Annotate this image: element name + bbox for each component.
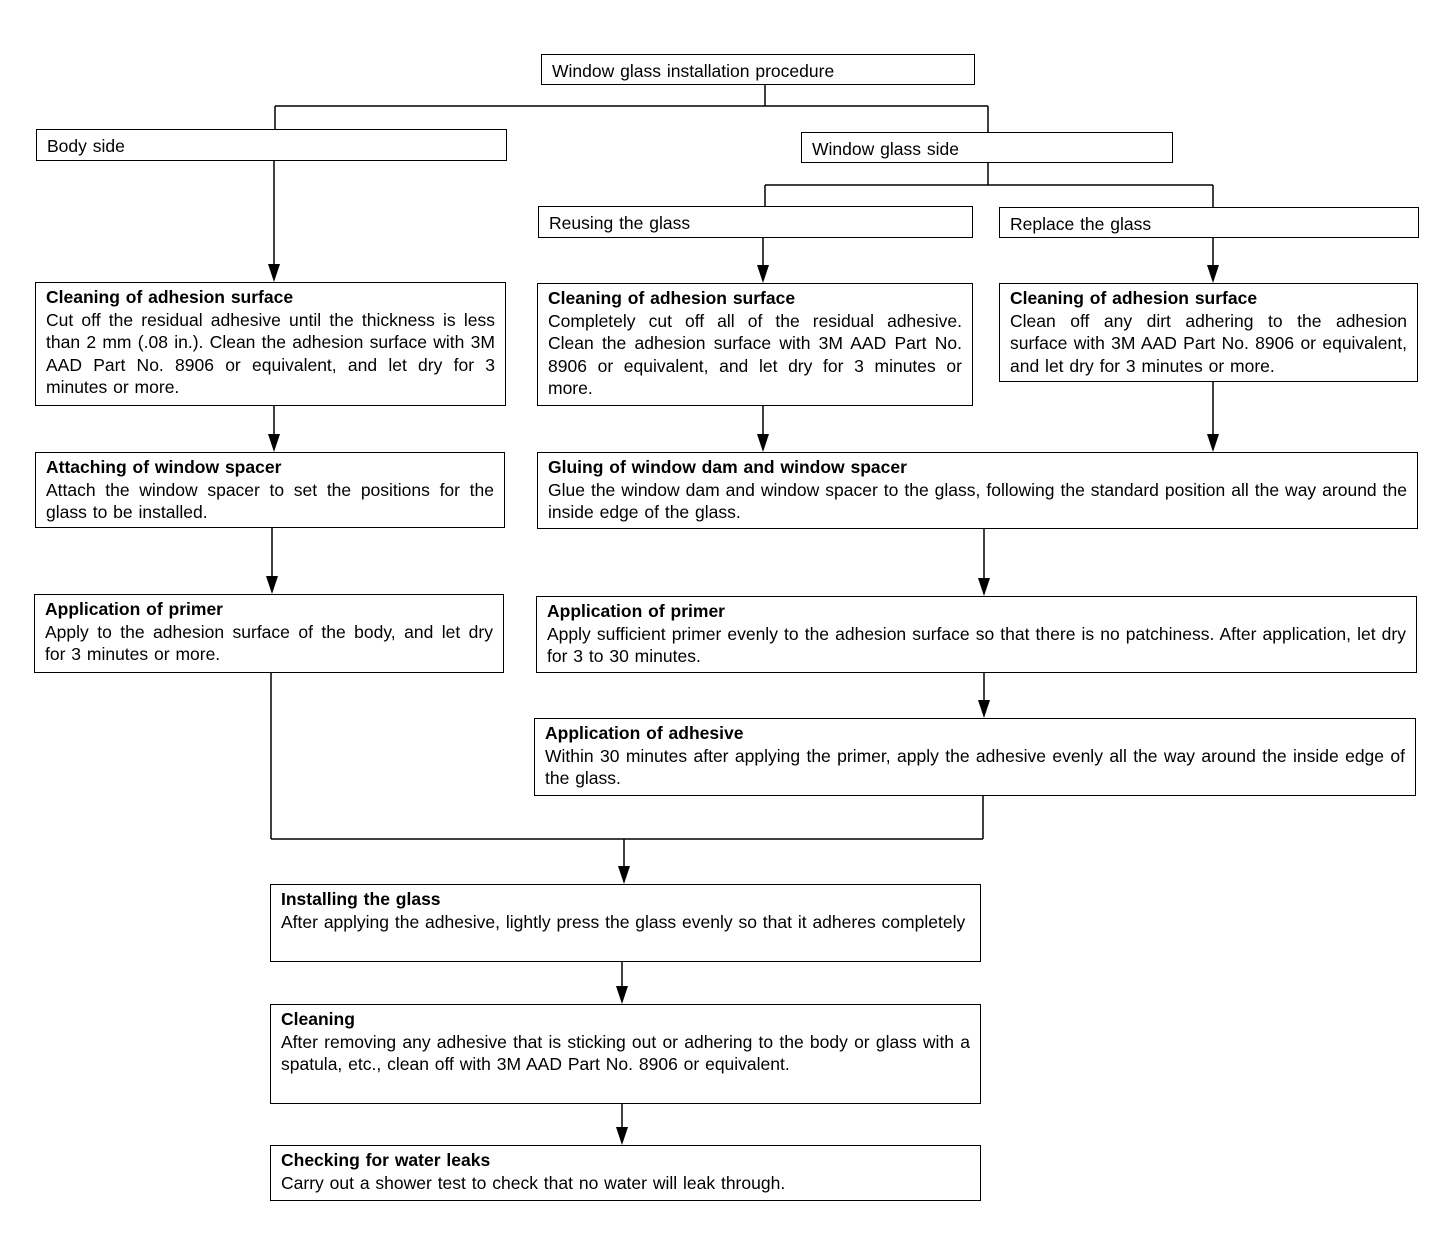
replace-glass-label: Replace the glass xyxy=(1010,214,1152,234)
step-heading: Installing the glass xyxy=(281,889,441,909)
step-text: Attach the window spacer to set the positions for the glass to be installed. xyxy=(46,479,494,522)
step-heading: Cleaning of adhesion surface xyxy=(46,287,294,307)
step-text: Apply sufficient primer evenly to the adhesion surface so that there is no patchiness. After application, let dry for 3 to 30 minutes. xyxy=(547,623,1406,666)
installing-step xyxy=(270,884,981,962)
arrowhead xyxy=(268,434,280,452)
reusing-glass-box xyxy=(538,206,973,238)
glass-primer-step xyxy=(536,596,1417,673)
step-heading: Gluing of window dam and window spacer xyxy=(548,457,907,477)
cleaning-step xyxy=(270,1004,981,1104)
arrowhead xyxy=(1207,265,1219,283)
step-heading: Checking for water leaks xyxy=(281,1150,491,1170)
arrowhead xyxy=(757,265,769,283)
step-text: Glue the window dam and window spacer to the glass, following the standard position all the way around the inside edge of the glass. xyxy=(548,479,1407,522)
window-glass-side-box xyxy=(801,132,1173,163)
window-spacer-step xyxy=(35,452,505,528)
step-heading: Application of primer xyxy=(547,601,725,621)
arrowhead xyxy=(266,576,278,594)
title-box xyxy=(541,54,975,85)
step-text: Carry out a shower test to check that no water will leak through. xyxy=(281,1172,786,1193)
replace-cleaning-step xyxy=(999,283,1418,382)
arrowhead xyxy=(1207,434,1219,452)
reusing-glass-label: Reusing the glass xyxy=(549,213,691,233)
step-text: Cut off the residual adhesive until the thickness is less than 2 mm (.08 in.). Clean the adhesion surface with 3M AAD Part No. 8906 or equivalent, and let dry for 3 minutes or more. xyxy=(46,309,495,397)
step-text: Within 30 minutes after applying the primer, apply the adhesive evenly all the way around the inside edge of the glass. xyxy=(545,745,1405,788)
step-text: Clean off any dirt adhering to the adhesion surface with 3M AAD Part No. 8906 or equivalent, and let dry for 3 minutes or more. xyxy=(1010,310,1407,376)
step-text: Completely cut off all of the residual adhesive. Clean the adhesion surface with 3M AAD Part No. 8906 or equivalent, and let dry for 3 minutes or more. xyxy=(548,310,962,398)
body-cleaning-step xyxy=(35,282,506,406)
title-text: Window glass installation procedure xyxy=(552,61,835,81)
step-text: After removing any adhesive that is sticking out or adhering to the body or glass with a spatula, etc., clean off with 3M AAD Part No. 8906 or equivalent. xyxy=(281,1031,970,1074)
adhesive-step xyxy=(534,718,1416,796)
arrowhead xyxy=(268,264,280,282)
arrowhead xyxy=(618,866,630,884)
arrowhead xyxy=(616,986,628,1004)
step-heading: Cleaning of adhesion surface xyxy=(1010,288,1258,308)
step-heading: Cleaning xyxy=(281,1009,355,1029)
step-heading: Application of adhesive xyxy=(545,723,744,743)
step-heading: Attaching of window spacer xyxy=(46,457,282,477)
window-glass-side-label: Window glass side xyxy=(812,139,959,159)
arrowhead xyxy=(978,700,990,718)
step-heading: Application of primer xyxy=(45,599,223,619)
water-leak-step xyxy=(270,1145,981,1201)
step-text: After applying the adhesive, lightly press the glass evenly so that it adheres completely xyxy=(281,911,966,932)
step-heading: Cleaning of adhesion surface xyxy=(548,288,796,308)
gluing-step xyxy=(537,452,1418,529)
arrowhead xyxy=(978,578,990,596)
arrowhead xyxy=(757,434,769,452)
body-side-box xyxy=(36,129,507,161)
step-text: Apply to the adhesion surface of the body, and let dry for 3 minutes or more. xyxy=(45,621,493,664)
arrowhead xyxy=(616,1127,628,1145)
body-primer-step xyxy=(34,594,504,673)
body-side-label: Body side xyxy=(47,136,125,156)
reuse-cleaning-step xyxy=(537,283,973,406)
replace-glass-box xyxy=(999,207,1419,238)
